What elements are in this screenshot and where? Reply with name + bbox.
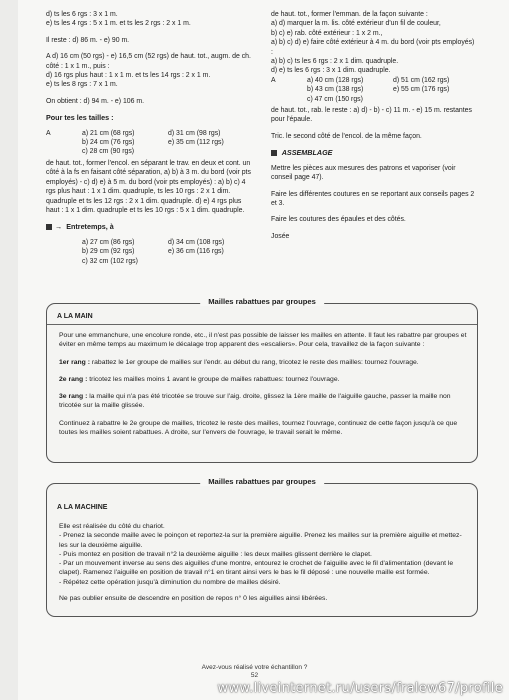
heading-all-sizes: Pour tes les tailles : [46,113,114,123]
machine-line: - Puis montez en position de travail n°2 la deuxième aiguille : les deux mailles glissent derrière le clapet. [59,550,372,558]
signature: Josée [271,232,290,240]
text-line: e) ts les 4 rgs : 5 x 1 m. et ts les 2 rgs : 2 x 1 m. [46,20,191,28]
paragraph-decreases [46,10,256,29]
step-label: 3e rang : [59,393,88,401]
machine-line: Elle est réalisée du côté du chariot. [59,523,165,530]
text-line: d) e) ts les 6 rgs : 3 x 1 dim. quadruple. [271,67,391,75]
size-a: a) 40 cm (128 rgs) [307,76,364,84]
heading-text: Entretemps, à [66,222,114,232]
paragraph-neckline: de haut. tot., former l'encol. en séparant le trav. en deux et cont. un côté à la fs en faisant côté séparation, a) b) à 3 m. du bord (voir pts employés) - c) d) e) à 5 m. du bord (voir pts employés) : a) b) c) 4 rgs plus haut : 1 x 1 dim. quadruple, ts les 10 rgs : 2 x 1 dim. quadruple et ts les 12 rgs : 2 x 1 dim. quadruple. d) e) 4 rgs plus haut : 1 x 1 dim. quadruple et ts les 10 rgs : 5 x 1 dim. quadruple. [46,159,251,214]
paragraph-armhole: de haut. tot., former l'emman. de la façon suivante : [271,11,428,18]
row-step-3 [59,392,467,411]
size-c: c) 47 cm (150 rgs) [307,95,363,103]
box-title: Mailles rabattues par groupes [200,477,324,486]
paragraph-remaining: Il reste : d) 86 m. - e) 90 m. [46,36,130,44]
paragraph-shoulder-seams: Faire les coutures des épaules et des côtés. [271,216,406,224]
row-step-1 [59,358,467,367]
text-line: b) c) e) rab. côté extérieur : 1 x 2 m., [271,29,383,37]
size-c: c) 28 cm (90 rgs) [82,148,135,156]
size-e: e) 35 cm (112 rgs) [168,139,224,147]
text-line: d) ts les 6 rgs : 3 x 1 m. [46,11,118,18]
machine-line: - Répétez cette opération jusqu'à diminution du nombre de mailles désiré. [59,578,281,586]
box-body [59,331,467,445]
box-subheading: A LA MACHINE [57,504,108,511]
row-step-2 [59,375,467,384]
sizes-table-2 [46,238,230,266]
size-c: c) 32 cm (102 rgs) [82,257,138,265]
size-e: e) 36 cm (116 rgs) [168,248,224,256]
box-subheading: A LA MAIN [57,313,93,320]
footer-question: Avez-vous réalisé votre échantillon ? [201,664,308,671]
machine-line: - Prenez la seconde maille avec le poinçon et reportez-la sur la première aiguille. Prenez les mailles sur la première aiguille et mettez-les sur la deuxième aiguille. [59,532,462,549]
text-line: e) ts les 8 rgs : 7 x 1 m. [46,81,118,89]
text-line: d) 16 rgs plus haut : 1 x 1 m. et ts les 14 rgs : 2 x 1 m. [46,72,211,80]
text-line: a) b) c) ts les 6 rgs : 2 x 1 dim. quadruple. [271,58,399,66]
heading-meanwhile [46,222,256,231]
paragraph-shoulder: de haut. tot., rab. le reste : a) d) - b) - c) 11 m. - e) 15 m. restantes pour l'épaule. [271,107,472,124]
info-box-hand [46,297,478,463]
box-intro: Pour une emmanchure, une encolure ronde, etc., il n'est pas possible de laisser les mailles en attente. Il faut les rabattre par groupes et éviter en même temps au maximum le décalage trop apparent des «escaliers». Pour cela, travaillez de la façon suivante : [59,332,467,349]
size-b: b) 43 cm (138 rgs) [307,86,364,94]
paragraph-second-side: Tric. le second côté de l'encol. de la même façon. [271,132,422,140]
left-column [46,10,256,268]
size-letter: A [271,76,276,84]
info-box-machine [46,477,478,617]
step-label: 1er rang : [59,358,90,366]
size-letter: A [46,129,51,137]
box-outro: Continuez à rabattre le 2e groupe de mailles, tricotez le reste des mailles, tournez l'ouvrage, continuez de cette façon jusqu'à ce que toutes les mailles soient rabattues. A droite, sur l'envers de l'ouvrage, le travail serait le même. [59,419,458,437]
watermark-url: www.liveinternet.ru/users/fralew67/profile [217,681,503,696]
bullet-square-icon [271,150,277,156]
divider [47,324,477,325]
size-d: d) 51 cm (162 rgs) [393,76,450,84]
box-title: Mailles rabattues par groupes [200,297,324,306]
size-d: d) 31 cm (98 rgs) [168,129,221,137]
machine-last-line: Ne pas oublier ensuite de descendre en position de repos n° 0 les aiguilles ainsi libérées. [59,595,328,603]
size-d: d) 34 cm (108 rgs) [168,238,225,246]
page-gutter [0,0,18,700]
size-b: b) 24 cm (76 rgs) [82,139,135,147]
bullet-square-icon [46,224,52,230]
box-body [59,522,467,603]
size-b: b) 29 cm (92 rgs) [82,248,135,256]
page-number: 52 [250,672,259,679]
size-a: a) 27 cm (86 rgs) [82,238,135,246]
heading-text: ASSEMBLAGE [281,148,333,158]
size-e: e) 55 cm (176 rgs) [393,86,450,94]
step-label: 2e rang : [59,375,88,383]
machine-line: - Par un mouvement inverse au sens des aiguilles d'une montre, entourez le crochet de l'aiguille avec le fil d'alimentation (devant le clapet). Ramenez l'aiguille en position de travail n°1 en tirant ainsi vers le bas le fil déposé : une nouvelle maille est formée. [59,560,454,577]
paragraph-blocking: Mettre les pièces aux mesures des patrons et vaporiser (voir conseil page 47). [271,164,456,182]
paragraph-result: On obtient : d) 94 m. - e) 106 m. [46,97,145,105]
text-line: a) b) c) d) e) faire côté extérieur à 4 m. du bord (voir pts employés) : [271,39,475,56]
paragraph-increase: A d) 16 cm (50 rgs) - e) 16,5 cm (52 rgs) de haut. tot., augm. de ch. côté : 1 x 1 m., puis : [46,53,251,70]
step-text: la maille qui n'a pas été tricotée se trouve sur l'aig. droite, glissez la 1ère maille de l'aiguille gauche, passer la maille non tricotée sur la maille glissée. [59,393,451,410]
sizes-table-3 [271,76,455,104]
sizes-table-1 [46,129,230,157]
right-column [271,10,476,248]
step-text: rabattez le 1er groupe de mailles sur l'endr. au début du rang, tricotez le reste des mailles: tournez l'ouvrage. [91,358,419,366]
step-text: tricotez les mailles moins 1 avant le groupe de mailles rabattues: tournez l'ouvrage. [89,375,340,383]
arrow-right-icon: → [55,222,63,232]
text-line: a) d) marquer la m. lis. côté extérieur d'un fil de couleur, [271,20,441,28]
paragraph-seams: Faire les différentes coutures en se reportant aux conseils pages 2 et 3. [271,190,475,207]
size-a: a) 21 cm (68 rgs) [82,129,135,137]
heading-assembly [271,148,476,157]
